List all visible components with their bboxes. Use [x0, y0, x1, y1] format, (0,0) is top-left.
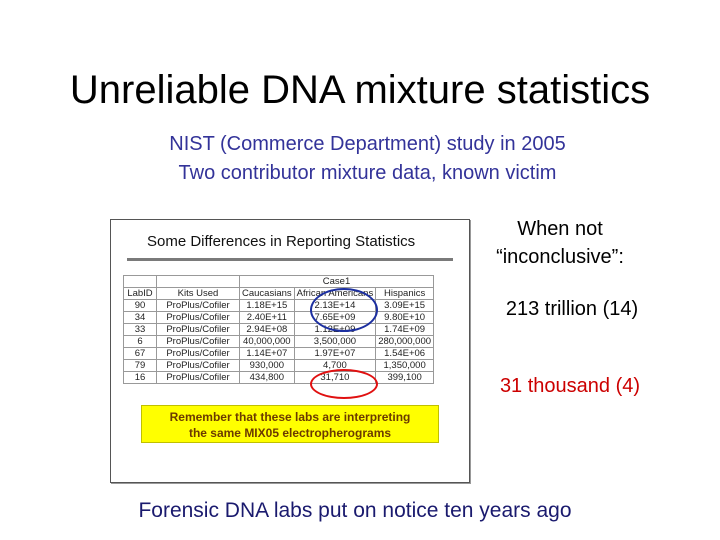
blue-highlight-circle [310, 288, 378, 332]
cell-kit: ProPlus/Cofiler [157, 360, 240, 372]
cell-hispanics: 1.54E+06 [376, 348, 434, 360]
footer-note: Forensic DNA labs put on notice ten years ago [138, 499, 572, 522]
red-highlight-circle [310, 369, 378, 399]
cell-african-americans: 1.12E+09 [294, 324, 376, 336]
cell-african-americans: 31,710 [294, 372, 376, 384]
panel-divider [127, 258, 453, 261]
cell-caucasians: 1.18E+15 [240, 300, 295, 312]
cell-hispanics: 1,350,000 [376, 360, 434, 372]
subtitle-study: NIST (Commerce Department) study in 2005 [169, 133, 566, 155]
table-row [124, 300, 434, 312]
cell-kit: ProPlus/Cofiler [157, 300, 240, 312]
table-header-row [124, 288, 434, 300]
inconclusive-note-line-1: When not [517, 218, 603, 240]
subtitle-mixture: Two contributor mixture data, known victim [178, 162, 557, 184]
low-value-note: 31 thousand (4) [499, 375, 641, 397]
cell-labid: 67 [124, 348, 157, 360]
cell-labid: 33 [124, 324, 157, 336]
cell-african-americans: 1.97E+07 [294, 348, 376, 360]
header-labid: LabID [124, 288, 157, 300]
cell-kit: ProPlus/Cofiler [157, 372, 240, 384]
cell-african-americans: 4,700 [294, 360, 376, 372]
cell-kit: ProPlus/Cofiler [157, 324, 240, 336]
cell-hispanics: 280,000,000 [376, 336, 434, 348]
table-row [124, 360, 434, 372]
cell-labid: 90 [124, 300, 157, 312]
empty-header-cell [157, 276, 240, 288]
cell-caucasians: 2.94E+08 [240, 324, 295, 336]
cell-african-americans: 7.65E+09 [294, 312, 376, 324]
cell-labid: 79 [124, 360, 157, 372]
header-kits: Kits Used [157, 288, 240, 300]
banner-line-1: Remember that these labs are interpreting [169, 410, 411, 424]
cell-african-americans: 2.13E+14 [294, 300, 376, 312]
table-row [124, 336, 434, 348]
cell-caucasians: 2.40E+11 [240, 312, 295, 324]
cell-hispanics: 399,100 [376, 372, 434, 384]
cell-caucasians: 1.14E+07 [240, 348, 295, 360]
cell-labid: 6 [124, 336, 157, 348]
cell-caucasians: 930,000 [240, 360, 295, 372]
case-header: Case1 [240, 276, 434, 288]
inconclusive-note [470, 215, 650, 271]
cell-labid: 16 [124, 372, 157, 384]
table-case-row [124, 276, 434, 288]
cell-hispanics: 9.80E+10 [376, 312, 434, 324]
cell-kit: ProPlus/Cofiler [157, 312, 240, 324]
header-caucasians: Caucasians [240, 288, 295, 300]
table-row [124, 372, 434, 384]
table-row [124, 312, 434, 324]
cell-labid: 34 [124, 312, 157, 324]
cell-kit: ProPlus/Cofiler [157, 336, 240, 348]
banner-line-2: the same MIX05 electropherograms [188, 426, 392, 440]
cell-african-americans: 3,500,000 [294, 336, 376, 348]
panel-title: Some Differences in Reporting Statistics [147, 233, 416, 250]
cell-caucasians: 434,800 [240, 372, 295, 384]
reporting-statistics-table [123, 275, 434, 384]
header-hispanics: Hispanics [376, 288, 434, 300]
statistics-screenshot-panel [110, 219, 470, 483]
slide-title: Unreliable DNA mixture statistics [69, 68, 651, 112]
cell-hispanics: 1.74E+09 [376, 324, 434, 336]
cell-hispanics: 3.09E+15 [376, 300, 434, 312]
inconclusive-note-line-2: “inconclusive”: [496, 246, 624, 268]
empty-header-cell [124, 276, 157, 288]
reminder-banner [141, 405, 439, 443]
table-row [124, 348, 434, 360]
table-row [124, 324, 434, 336]
high-value-note: 213 trillion (14) [505, 298, 639, 320]
cell-kit: ProPlus/Cofiler [157, 348, 240, 360]
header-african-americans: African Americans [294, 288, 376, 300]
cell-caucasians: 40,000,000 [240, 336, 295, 348]
